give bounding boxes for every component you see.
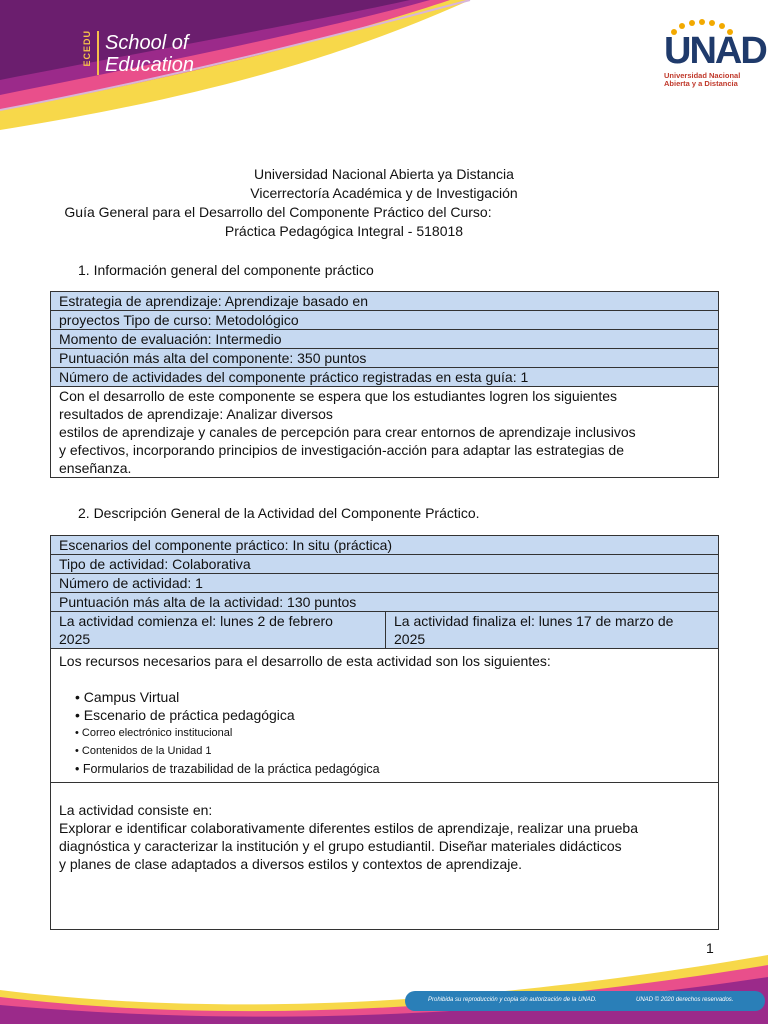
evaluation-moment-cell: Momento de evaluación: Intermedio [51, 330, 719, 349]
course-type-cell: proyectos Tipo de curso: Metodológico [51, 311, 719, 330]
resource-item: • Formularios de trazabilidad de la práctica pedagógica [75, 762, 380, 776]
title-line-4: Práctica Pedagógica Integral - 518018 [224, 223, 464, 239]
activity-score-cell: Puntuación más alta de la actividad: 130 puntos [51, 593, 719, 612]
resource-item: • Campus Virtual [75, 689, 180, 705]
footer-banner [0, 955, 768, 1024]
section-1-heading: 1. Información general del componente práctico [78, 262, 374, 278]
header-divider [97, 31, 99, 75]
unad-logo-sub1: Universidad Nacional [664, 71, 741, 80]
end-date-cell: La actividad finaliza el: lunes 17 de marzo de 2025 [386, 612, 719, 649]
activity-number-cell: Número de actividad: 1 [51, 574, 719, 593]
activity-type-cell: Tipo de actividad: Colaborativa [51, 555, 719, 574]
unad-logo-text: UNAD [664, 30, 766, 72]
education-text: Education [105, 54, 194, 76]
title-line-2: Vicerrectoría Académica y de Investigación [250, 185, 518, 201]
start-date-cell: La actividad comienza el: lunes 2 de febrero 2025 [51, 612, 386, 649]
title-line-1: Universidad Nacional Abierta ya Distancia [254, 166, 514, 182]
scenario-cell: Escenarios del componente práctico: In situ (práctica) [51, 536, 719, 555]
page-number: 1 [706, 940, 714, 956]
resources-cell: Los recursos necesarios para el desarrollo de esta actividad son los siguientes: • Campus Virtual • Escenario de práctica pedagógica • Correo electrónico institucional • Contenidos de la Unidad 1 • Formularios de trazabilidad de la práctica pedagógica [51, 649, 719, 783]
footer-rights: UNAD © 2020 derechos reservados. [636, 997, 734, 1003]
learning-strategy-cell: Estrategia de aprendizaje: Aprendizaje basado en [51, 292, 719, 311]
unad-logo-sub2: Abierta y a Distancia [664, 79, 738, 88]
learning-outcomes-cell: Con el desarrollo de este componente se espera que los estudiantes logren los siguientes resultados de aprendizaje: Analizar diversos estilos de aprendizaje y canales de percepción para crear entornos de aprendizaje inclusivos y efectivos, incorporando principios de investigación-acción para adaptar las estrategias de enseñanza. [51, 387, 719, 478]
general-info-table [50, 291, 719, 478]
resource-item: • Contenidos de la Unidad 1 [75, 745, 212, 757]
school-of-text: School of [105, 32, 189, 54]
resource-item: • Correo electrónico institucional [75, 727, 233, 739]
component-score-cell: Puntuación más alta del componente: 350 puntos [51, 349, 719, 368]
ecedu-tag: ECEDU [82, 30, 92, 67]
title-line-3: Guía General para el Desarrollo del Componente Práctico del Curso: [64, 204, 492, 220]
resource-item: • Escenario de práctica pedagógica [75, 707, 295, 723]
activities-count-cell: Número de actividades del componente práctico registradas en esta guía: 1 [51, 368, 719, 387]
activity-description-cell: La actividad consiste en: Explorar e identificar colaborativamente diferentes estilos de aprendizaje, realizar una prueba diagnóstica y caracterizar la institución y el grupo estudiantil. Diseñar materiales didácticos y planes de clase adaptados a diversos estilos y contextos de aprendizaje. [51, 783, 719, 930]
section-2-heading: 2. Descripción General de la Actividad del Componente Práctico. [78, 505, 480, 521]
activity-table [50, 535, 719, 930]
footer-notice: Prohibida su reproducción y copia sin autorización de la UNAD. [428, 997, 597, 1003]
